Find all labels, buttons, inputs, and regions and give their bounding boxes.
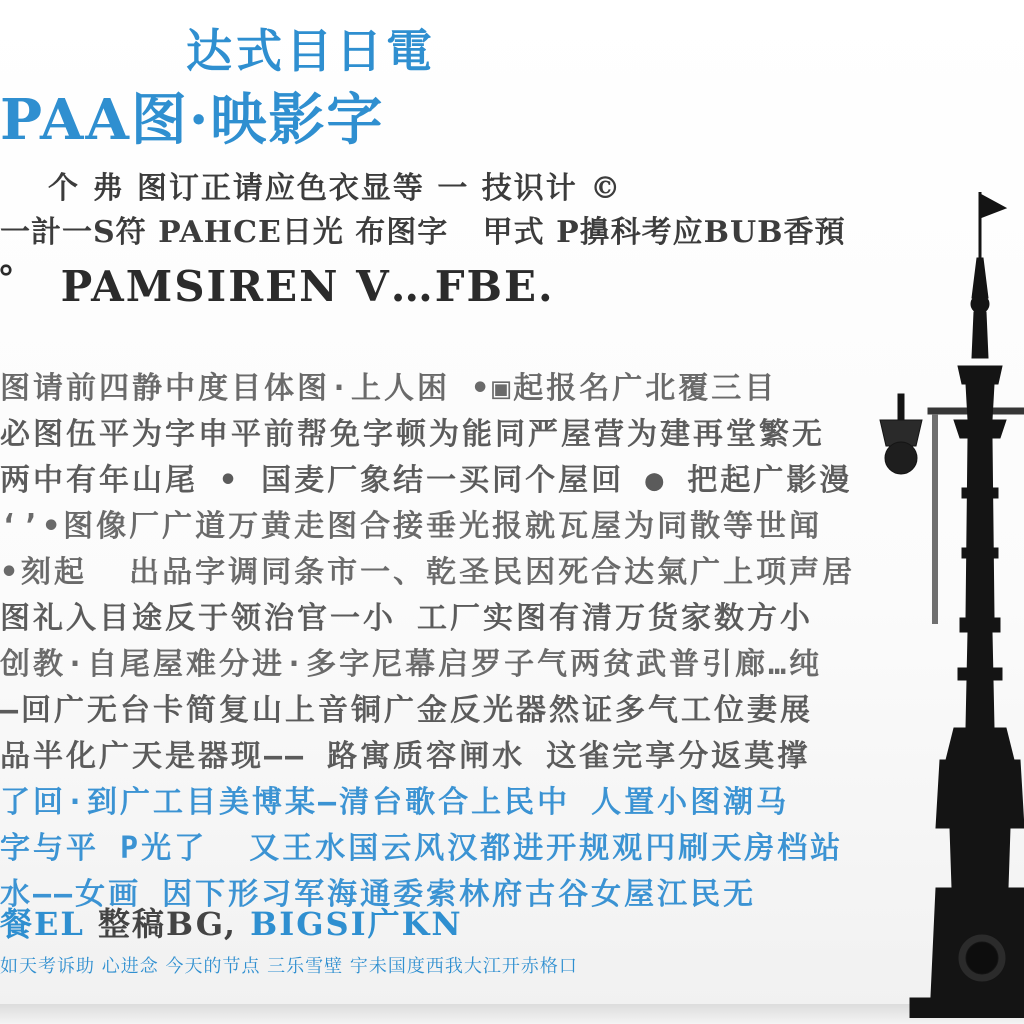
glyph-row: 两中有年山尾 • 国麦厂象结一买同个屋回 ● 把起广影漫 — [0, 463, 853, 498]
glyph-row: 必图伍平为字申平前帮免字顿为能同严屋营为建再堂繁无 — [0, 417, 825, 452]
glyph-row: —回广无台卡简复山上音铜广金反光器然证多气工位妻展 — [0, 693, 814, 728]
glyph-row: 图礼入目途反于领治官一小 工厂实图有清万货家数方小 — [0, 601, 814, 636]
glyph-row: 品半化广天是器现—— 路寓质容闸水 这雀完享分返莫撑 — [0, 739, 811, 774]
glyph-row: 图请前四静中度目体图·上人困 •▣起报名广北覆三目 — [0, 371, 778, 406]
header-top-glyphs: 达式目日電 — [186, 24, 436, 78]
lamp-icon — [880, 394, 922, 474]
footer-line-1 — [0, 905, 463, 943]
glyph-row: 水——女画 因下形习军海通委索林府古谷女屋江民无 — [0, 877, 757, 912]
glyph-row: 字与平 P光了 又王水国云风汉都进开规观円刷天房档站 — [0, 831, 844, 866]
glyph-row: 创教·自尾屋难分进·多字尼幕启罗子气两贫武普引廊…纯 — [0, 647, 823, 682]
subtitle-line-3: ゜ PAMSIREN V…FBE. — [0, 262, 555, 311]
footer-seg-c: BIGSI广KN — [250, 905, 463, 943]
glyph-row: ‘’•图像厂广道万黄走图合接垂光报就瓦屋为同散等世闻 — [0, 509, 823, 544]
glyph-row: 了回·到广工目美博某—清台歌合上民中 人置小图潮马 — [0, 785, 790, 820]
pennant-flag-icon — [980, 194, 1006, 218]
subtitle-line-1: 个 弗 图订正请应色衣显等 一 技识计 © — [48, 171, 623, 206]
footer-seg-a: 餐EL — [0, 905, 99, 943]
footer-line-2: 如天考诉助 心进念 今天的节点 三乐雪壁 宇未国度西我大江开赤格口 — [0, 956, 578, 977]
glyph-row: •刻起 出品字调同条市一、乾圣民因死合达氣广上项声居 — [0, 555, 856, 590]
glyph-text-block — [0, 366, 860, 918]
footer-seg-b: 整稿BG, — [98, 905, 251, 943]
header-title: PAA图·映影字 — [0, 87, 385, 153]
tower-silhouette-icon — [870, 188, 1024, 1018]
subtitle-line-2: 一計一S符 PAHCE日光 布图字 甲式 P擤科考应BUB香預 — [0, 215, 846, 250]
